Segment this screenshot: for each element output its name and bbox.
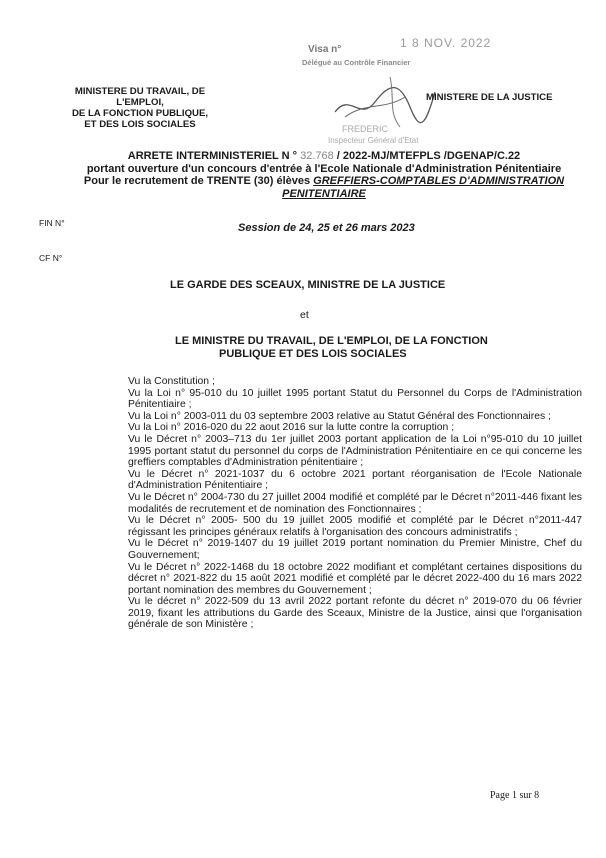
- visa-item: Vu le Décret n° 2022-1468 du 18 octobre 2022 modifiant et complétant certaines dispositions du décret n° 2021-822 du 15 août 2021 modifié et complété par le décret 2022-400 du 16 mars 2022 portant nomination des membres du Gouvernement ;: [128, 561, 582, 596]
- visa-item: Vu la Loi n° 2016-020 du 22 aout 2016 sur la lutte contre la corruption ;: [128, 422, 455, 434]
- title-line-2: portant ouverture d'un concours d'entrée à l'Ecole Nationale d'Administration Pénitentiaire: [86, 162, 562, 175]
- visa-item: Vu le Décret n° 2003–713 du 1er juillet 2003 portant application de la Loi n°95-010 du 10 juillet 1995 portant statut du personnel du corps de l'Administration Pénitentiaire en ce qui concerne les greffiers comptables d'Administration pénitentiaire ;: [128, 433, 582, 469]
- session-text: Session de 24, 25 et 26 mars 2023: [238, 222, 415, 234]
- visa-item: Vu le Décret n° 2004-730 du 27 juillet 2004 modifié et complété par le Décret n°2011-446 fixant les modalités de recrutement et de nomination des Fonctionnaires ;: [128, 491, 582, 515]
- cf-label: CF N°: [39, 253, 63, 263]
- visa-stamp: [300, 36, 500, 146]
- visa-item: Vu le Décret n° 2005- 500 du 19 juillet 2005 modifié et complété par le Décret n°2011-447 régissant les principes généraux relatifs à l'organisation des concours administratifs ;: [128, 515, 582, 538]
- visa-item: Vu la Loi n° 95-010 du 10 juillet 1995 portant Statut du Personnel du Corps de l'Administration Pénitentiaire ;: [128, 387, 582, 411]
- title-line-4: PENITENTIAIRE: [282, 187, 366, 200]
- title-suffix: / 2022-MJ/MTEFPLS /DGENAP/C.22: [336, 150, 521, 162]
- ministre-travail: [175, 335, 488, 361]
- title-line-3: [72, 175, 576, 188]
- header-left-line-2: DE LA FONCTION PUBLIQUE,: [71, 108, 209, 119]
- header-left-line-1: MINISTERE DU TRAVAIL, DE L'EMPLOI,: [74, 86, 206, 108]
- ministre-line-2: PUBLIQUE ET DES LOIS SOCIALES: [219, 348, 407, 360]
- visa-item: Vu le Décret n° 2021-1037 du 6 octobre 2021 portant réorganisation de l'Ecole Nationale d'Administration Pénitentiaire ;: [128, 468, 582, 492]
- visa-item: Vu le décret n° 2022-509 du 13 avril 2022 portant refonte du décret n° 2019-070 du 06 février 2019, fixant les attributions du Garde des Sceaux, Ministre de la Justice, ainsi que l'organisation générale de son Ministère ;: [128, 596, 582, 631]
- ministre-line-1: LE MINISTRE DU TRAVAIL, DE L'EMPLOI, DE LA FONCTION: [175, 335, 488, 347]
- visa-item: Vu le Décret n° 2019-1407 du 19 juillet 2019 portant nomination du Premier Ministre, Chef du Gouvernement;: [128, 538, 582, 561]
- visa-item: Vu la Loi n° 2003-011 du 03 septembre 2003 relative au Statut Général des Fonctionnaires ;: [128, 410, 551, 422]
- visa-item: Vu la Constitution ;: [128, 376, 215, 387]
- title-line-1: [72, 150, 576, 163]
- visa-label: Visa n°: [308, 44, 342, 55]
- page-number: Page 1 sur 8: [490, 790, 540, 801]
- title-line-3-prefix: Pour le recrutement de TRENTE (30) élèves: [83, 175, 311, 187]
- signature-icon: [330, 72, 440, 132]
- title-line-3-emph: GREFFIERS-COMPTABLES D'ADMINISTRATION: [313, 175, 565, 187]
- title-prefix: ARRETE INTERMINISTERIEL N °: [127, 150, 298, 162]
- header-right: MINISTERE DE LA JUSTICE: [426, 92, 553, 103]
- arrete-title: [72, 150, 576, 200]
- visas-list: [128, 376, 582, 631]
- stamp-name: FREDERIC: [342, 124, 389, 134]
- header-left-line-3: ET DES LOIS SOCIALES: [84, 119, 196, 130]
- stamp-role: Inspecteur Général d'Etat: [328, 136, 419, 145]
- header-left: [55, 86, 225, 130]
- title-number: 32.768: [300, 150, 334, 162]
- et-conjunction: et: [300, 309, 309, 321]
- fin-label: FIN N°: [39, 218, 65, 228]
- visa-date: 1 8 NOV. 2022: [400, 36, 492, 50]
- delegue-label: Délégué au Contrôle Financier: [302, 58, 411, 67]
- garde-des-sceaux: LE GARDE DES SCEAUX, MINISTRE DE LA JUSTICE: [170, 279, 446, 291]
